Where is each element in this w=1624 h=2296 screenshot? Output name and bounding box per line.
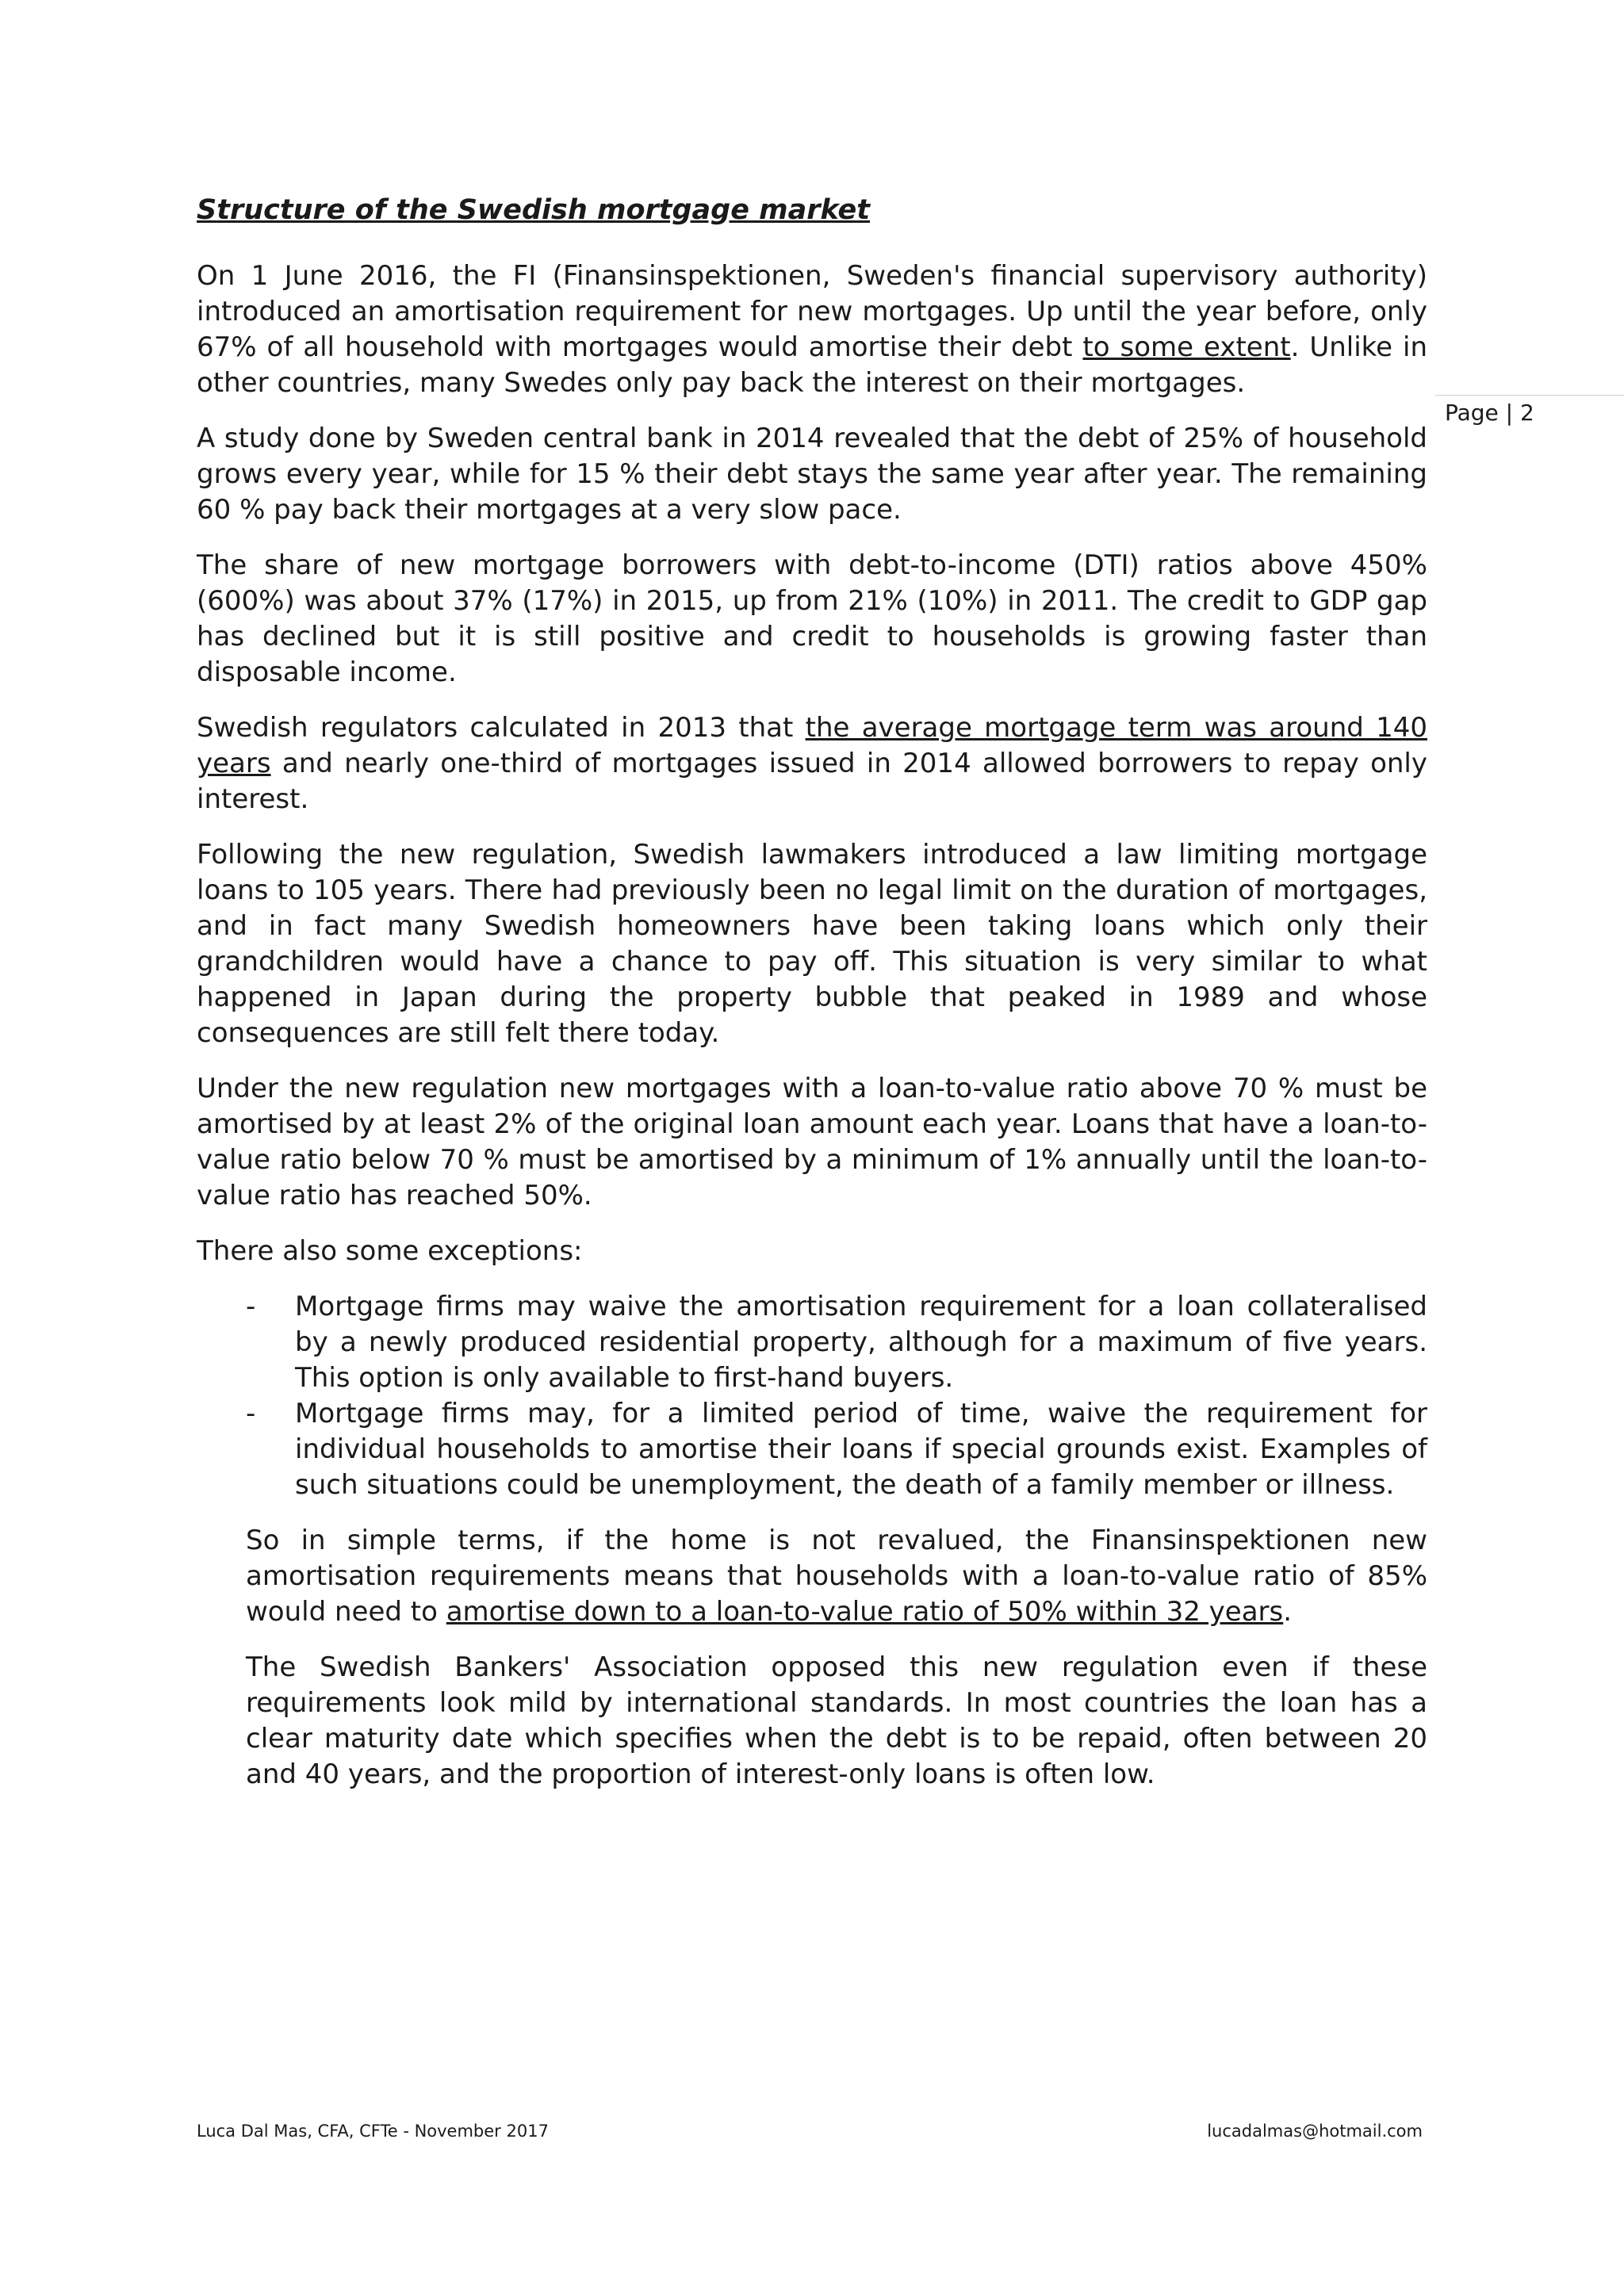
paragraph-7: There also some exceptions: [197,1235,583,1267]
exceptions-list [197,1289,1427,1503]
page-number-rule [1435,395,1624,396]
paragraph-1 [197,258,1427,401]
paragraph-8-text-a: So in simple terms, if the home is not revalued, the Finansinspektionen new amortisation requirements means that households with a loan-to-value ratio of 85% would need to [246,1525,1427,1628]
list-item-text: Mortgage firms may, for a limited period of time, waive the requirement for individual households to amortise their loans if special grounds exist. Examples of such situations could be unemployment, the death of a family member or illness. [295,1398,1427,1501]
paragraph-5: Following the new regulation, Swedish lawmakers introduced a law limiting mortgage loans to 105 years. There had previously been no legal limit on the duration of mortgages, and in fact many Swedish homeowners have been taking loans which only their grandchildren would have a chance to pay off. This situation is very similar to what happened in Japan during the property bubble that peaked in 1989 and whose consequences are still felt there today. [197,839,1427,1049]
paragraph-8 [246,1523,1427,1630]
list-item [197,1289,1427,1396]
paragraph-6: Under the new regulation new mortgages with a loan-to-value ratio above 70 % must be amortised by at least 2% of the original loan amount each year. Loans that have a loan-to-value ratio below 70 % must be amortised by a minimum of 1% annually until the loan-to-value ratio has reached 50%. [197,1073,1427,1211]
list-dash: - [246,1398,256,1429]
underlined-phrase-mortgage-term: the average mortgage term was around 140 years [197,712,1428,779]
footer-author: Luca Dal Mas, CFA, CFTe - November 2017 [197,2122,549,2141]
paragraph-1-text-b: . Unlike in other countries, many Swedes only pay back the interest on their mortgages. [197,331,1427,399]
list-dash: - [246,1291,256,1322]
section-title: Structure of the Swedish mortgage market [197,194,870,226]
underlined-phrase-some-extent: to some extent [1082,331,1291,363]
page-number: Page | 2 [1445,400,1534,426]
paragraph-4-text-b: and nearly one-third of mortgages issued in 2014 allowed borrowers to repay only interest. [197,748,1427,815]
document-body [197,193,1427,1812]
paragraph-8-text-b: . [1283,1596,1293,1628]
footer-email: lucadalmas@hotmail.com [1207,2122,1423,2141]
list-item-text: Mortgage firms may waive the amortisation requirement for a loan collateralised by a newly produced residential property, although for a maximum of five years. This option is only available to first-hand buyers. [295,1291,1427,1394]
paragraph-3: The share of new mortgage borrowers with debt-to-income (DTI) ratios above 450% (600%) was about 37% (17%) in 2015, up from 21% (10%) in 2011. The credit to GDP gap has declined but it is still positive and credit to households is growing faster than disposable income. [197,549,1427,688]
list-item [197,1396,1427,1503]
paragraph-1-text-a: On 1 June 2016, the FI (Finansinspektionen, Sweden's financial supervisory authority) introduced an amortisation requirement for new mortgages. Up until the year before, only 67% of all household with mortgages would amortise their debt [197,260,1427,363]
paragraph-2: A study done by Sweden central bank in 2014 revealed that the debt of 25% of household grows every year, while for 15 % their debt stays the same year after year. The remaining 60 % pay back their mortgages at a very slow pace. [197,423,1427,526]
paragraph-4-text-a: Swedish regulators calculated in 2013 that [197,712,806,744]
paragraph-4 [197,710,1427,817]
paragraph-9: The Swedish Bankers' Association opposed this new regulation even if these requirements look mild by international standards. In most countries the loan has a clear maturity date which specifies when the debt is to be repaid, often between 20 and 40 years, and the proportion of interest-only loans is often low. [246,1651,1427,1790]
underlined-phrase-amortise-down: amortise down to a loan-to-value ratio of 50% within 32 years [446,1596,1284,1628]
